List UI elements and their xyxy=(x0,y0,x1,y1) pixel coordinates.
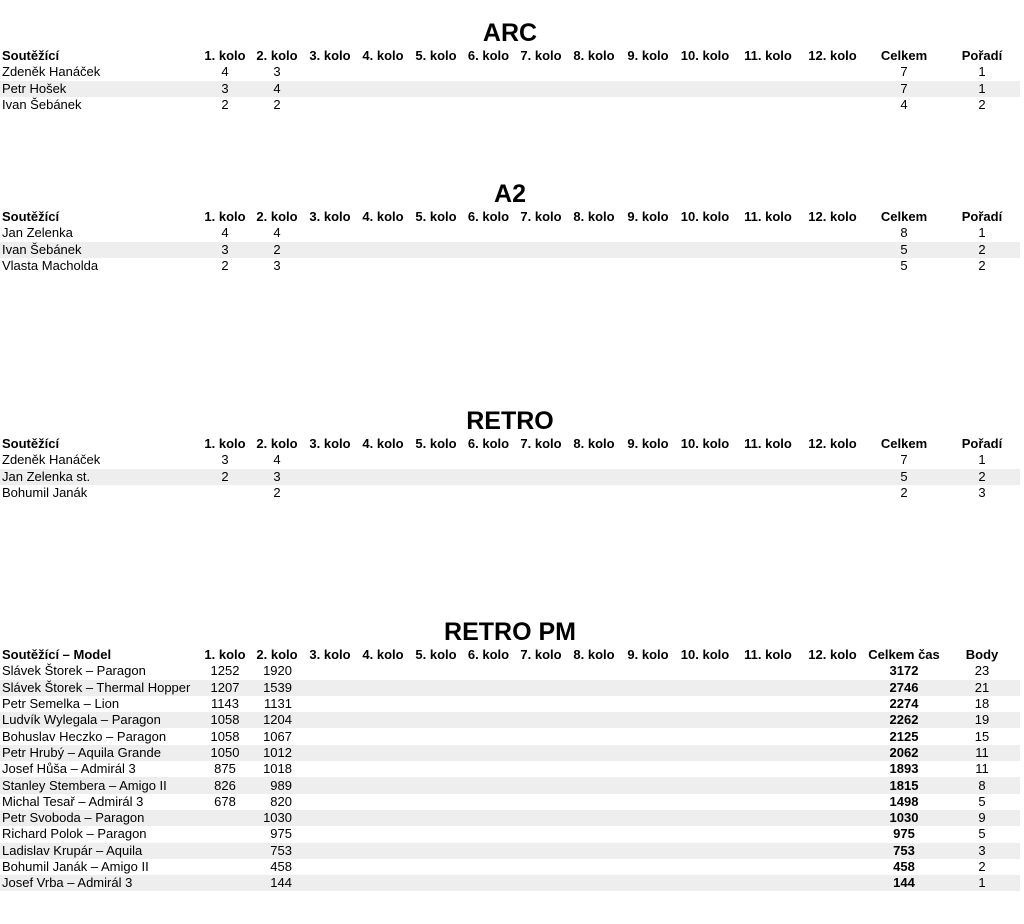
table-row xyxy=(0,843,1020,859)
total-cell: 2746 xyxy=(864,680,944,696)
header-cell: 12. kolo xyxy=(808,436,857,452)
table-row xyxy=(0,745,1020,761)
round-2-cell: 820 xyxy=(270,793,292,809)
header-cell: 8. kolo xyxy=(573,209,615,225)
total-cell: 7 xyxy=(900,64,908,80)
header-cell: 9. kolo xyxy=(627,436,669,452)
header-cell: 10. kolo xyxy=(680,48,730,64)
results-table xyxy=(0,209,1020,274)
competitor-name: Ivan Šebánek xyxy=(0,242,200,258)
header-cell: 3. kolo xyxy=(309,48,351,64)
round-2-cell: 1131 xyxy=(264,696,292,712)
competitor-name: Richard Polok – Paragon xyxy=(2,826,147,842)
header-cell: 7. kolo xyxy=(520,209,562,225)
header-cell: 7. kolo xyxy=(520,48,562,64)
points-cell: 18 xyxy=(974,696,990,712)
table-header-row xyxy=(0,209,1020,225)
points-cell: 21 xyxy=(944,680,1020,696)
header-cell: 8. kolo xyxy=(573,48,615,64)
table-row xyxy=(0,794,1020,810)
section-title: ARC xyxy=(482,19,538,47)
header-cell: Body xyxy=(965,647,999,663)
header-cell: 2. kolo xyxy=(256,209,298,225)
header-cell: Soutěžící xyxy=(2,436,60,452)
points-cell: 23 xyxy=(974,663,990,679)
table-row xyxy=(0,696,1020,712)
round-1-cell xyxy=(200,875,250,891)
table-row xyxy=(0,859,1020,875)
competitor-name: Michal Tesař – Admirál 3 xyxy=(2,793,144,809)
points-cell: 11 xyxy=(944,745,1020,761)
header-cell: 6. kolo xyxy=(467,436,510,452)
header-cell: 11. kolo xyxy=(744,647,792,663)
header-cell: 1. kolo xyxy=(204,436,246,452)
competitor-name: Bohuslav Heczko – Paragon xyxy=(2,728,167,744)
round-1-cell xyxy=(200,859,250,875)
round-1-cell: 1252 xyxy=(210,663,240,679)
rank-cell: 3 xyxy=(978,485,986,501)
competitor-name: Josef Vrba – Admirál 3 xyxy=(0,875,200,891)
rank-cell: 2 xyxy=(944,242,1020,258)
header-cell: Celkem čas xyxy=(868,647,940,663)
round-1-cell xyxy=(200,826,250,842)
round-1-cell: 3 xyxy=(221,452,229,468)
table-row xyxy=(0,469,1020,485)
table-row xyxy=(0,81,1020,97)
header-cell: Pořadí xyxy=(961,48,1003,64)
header-cell: 3. kolo xyxy=(309,647,351,663)
round-2-cell: 975 xyxy=(270,826,292,842)
round-2-cell: 753 xyxy=(250,843,304,859)
total-cell: 3172 xyxy=(889,663,919,679)
header-cell: 12. kolo xyxy=(808,209,857,225)
round-1-cell: 875 xyxy=(214,761,236,777)
section-arc xyxy=(0,18,1020,113)
competitor-name: Ludvík Wylegala – Paragon xyxy=(0,712,200,728)
round-2-cell: 4 xyxy=(273,452,281,468)
round-1-cell: 1143 xyxy=(211,696,239,712)
header-cell: 12. kolo xyxy=(808,48,857,64)
competitor-name: Bohumil Janák xyxy=(2,485,88,501)
total-cell: 753 xyxy=(864,843,944,859)
round-2-cell: 4 xyxy=(273,225,281,241)
round-2-cell: 3 xyxy=(273,258,281,274)
round-2-cell: 3 xyxy=(250,469,304,485)
round-1-cell: 1207 xyxy=(200,680,250,696)
table-row xyxy=(0,810,1020,826)
round-2-cell: 4 xyxy=(250,81,304,97)
results-table xyxy=(0,436,1020,501)
header-cell: 4. kolo xyxy=(362,436,404,452)
header-cell: 10. kolo xyxy=(680,209,730,225)
round-1-cell: 3 xyxy=(200,242,250,258)
round-2-cell: 989 xyxy=(250,777,304,793)
table-row xyxy=(0,826,1020,842)
header-cell: 10. kolo xyxy=(680,647,730,663)
table-header-row xyxy=(0,647,1020,663)
header-cell: 1. kolo xyxy=(204,48,246,64)
total-cell: 1815 xyxy=(864,777,944,793)
points-cell: 19 xyxy=(944,712,1020,728)
header-cell: 4. kolo xyxy=(362,48,404,64)
competitor-name: Zdeněk Hanáček xyxy=(2,64,101,80)
competitor-name: Slávek Štorek – Thermal Hopper xyxy=(0,680,200,696)
total-cell: 2262 xyxy=(864,712,944,728)
rank-cell: 2 xyxy=(944,469,1020,485)
header-cell: 4. kolo xyxy=(362,647,404,663)
section-retro-pm xyxy=(0,617,1020,891)
rank-cell: 1 xyxy=(978,64,986,80)
total-cell: 2125 xyxy=(889,728,919,744)
points-cell: 1 xyxy=(944,875,1020,891)
header-cell: Pořadí xyxy=(961,436,1003,452)
points-cell: 9 xyxy=(944,810,1020,826)
points-cell: 5 xyxy=(978,793,986,809)
points-cell: 5 xyxy=(978,826,986,842)
header-cell: 3. kolo xyxy=(309,436,351,452)
table-row xyxy=(0,761,1020,777)
competitor-name: Josef Hůša – Admirál 3 xyxy=(2,761,136,777)
table-row xyxy=(0,680,1020,696)
round-2-cell: 458 xyxy=(270,859,292,874)
round-1-cell: 4 xyxy=(221,225,229,241)
competitor-name: Bohumil Janák – Amigo II xyxy=(2,859,149,874)
header-cell: Celkem xyxy=(880,48,928,64)
round-1-cell: 4 xyxy=(221,64,229,80)
round-1-cell: 1058 xyxy=(210,728,240,744)
section-a2 xyxy=(0,179,1020,274)
header-cell: 9. kolo xyxy=(627,209,669,225)
competitor-name: Petr Hrubý – Aquila Grande xyxy=(0,745,200,761)
table-header-row xyxy=(0,48,1020,64)
header-cell: 11. kolo xyxy=(744,436,792,452)
round-1-cell: 1058 xyxy=(200,712,250,728)
total-cell: 7 xyxy=(900,452,908,468)
header-cell: 9. kolo xyxy=(627,48,669,64)
round-2-cell: 2 xyxy=(273,97,281,113)
header-cell: 12. kolo xyxy=(808,647,857,663)
competitor-name: Petr Semelka – Lion xyxy=(2,696,120,712)
rank-cell: 1 xyxy=(978,452,986,468)
round-1-cell: 2 xyxy=(221,258,229,274)
section-title: A2 xyxy=(494,180,526,208)
table-row xyxy=(0,875,1020,891)
header-cell: 9. kolo xyxy=(627,647,669,663)
round-1-cell: 3 xyxy=(200,81,250,97)
competitor-name: Zdeněk Hanáček xyxy=(2,452,101,468)
table-row xyxy=(0,712,1020,728)
header-cell: 6. kolo xyxy=(467,647,510,663)
round-2-cell: 3 xyxy=(273,64,281,80)
section-title: RETRO PM xyxy=(444,618,576,646)
total-cell: 5 xyxy=(864,242,944,258)
rank-cell: 1 xyxy=(978,225,986,241)
round-2-cell: 2 xyxy=(250,242,304,258)
round-2-cell: 1018 xyxy=(263,761,292,777)
results-table xyxy=(0,647,1020,891)
header-cell: 2. kolo xyxy=(256,647,298,663)
header-cell: 1. kolo xyxy=(204,209,246,225)
total-cell: 8 xyxy=(900,225,908,241)
competitor-name: Jan Zelenka st. xyxy=(0,469,200,485)
header-cell: 5. kolo xyxy=(415,209,457,225)
competitor-name: Ivan Šebánek xyxy=(2,97,82,113)
section-title: RETRO xyxy=(466,407,554,435)
round-1-cell: 678 xyxy=(214,793,236,809)
total-cell: 1893 xyxy=(889,761,919,777)
round-1-cell: 826 xyxy=(200,777,250,793)
table-header-row xyxy=(0,436,1020,452)
round-1-cell xyxy=(200,843,250,859)
round-2-cell: 1030 xyxy=(250,810,304,826)
points-cell: 8 xyxy=(944,777,1020,793)
header-cell: 11. kolo xyxy=(744,48,792,64)
table-row xyxy=(0,64,1020,80)
competitor-name: Ladislav Krupár – Aquila xyxy=(0,843,200,859)
rank-cell: 1 xyxy=(944,81,1020,97)
header-cell: 5. kolo xyxy=(415,436,457,452)
total-cell: 1498 xyxy=(889,793,919,809)
header-cell: Soutěžící xyxy=(2,48,60,64)
header-cell: Celkem xyxy=(880,209,928,225)
header-cell: 8. kolo xyxy=(573,436,615,452)
total-cell: 1030 xyxy=(864,810,944,826)
total-cell: 2062 xyxy=(864,745,944,761)
round-1-cell: 2 xyxy=(221,97,229,113)
results-table xyxy=(0,48,1020,113)
competitor-name: Slávek Štorek – Paragon xyxy=(2,663,146,679)
table-row xyxy=(0,777,1020,793)
points-cell: 2 xyxy=(978,859,986,874)
table-row xyxy=(0,728,1020,744)
header-cell: 11. kolo xyxy=(744,209,792,225)
round-1-cell xyxy=(200,485,250,501)
competitor-name: Petr Svoboda – Paragon xyxy=(0,810,200,826)
round-2-cell: 1204 xyxy=(250,712,304,728)
competitor-name: Stanley Stembera – Amigo II xyxy=(0,777,200,793)
total-cell: 5 xyxy=(864,469,944,485)
header-cell: 2. kolo xyxy=(256,48,298,64)
header-cell: 5. kolo xyxy=(415,647,457,663)
round-2-cell: 1539 xyxy=(250,680,304,696)
header-cell: 8. kolo xyxy=(573,647,615,663)
header-cell: 6. kolo xyxy=(467,48,510,64)
round-1-cell xyxy=(200,810,250,826)
competitor-name: Jan Zelenka xyxy=(2,225,73,241)
table-row xyxy=(0,452,1020,468)
round-2-cell: 1067 xyxy=(263,728,292,744)
points-cell: 15 xyxy=(974,728,990,744)
header-cell: Soutěžící – Model xyxy=(2,647,112,663)
total-cell: 458 xyxy=(893,859,915,874)
rank-cell: 2 xyxy=(978,258,986,274)
round-1-cell: 1050 xyxy=(200,745,250,761)
total-cell: 4 xyxy=(900,97,908,113)
competitor-name: Petr Hošek xyxy=(0,81,200,97)
round-2-cell: 144 xyxy=(250,875,304,891)
total-cell: 7 xyxy=(864,81,944,97)
total-cell: 975 xyxy=(893,826,915,842)
table-row xyxy=(0,663,1020,679)
header-cell: 4. kolo xyxy=(362,209,404,225)
header-cell: 2. kolo xyxy=(256,436,298,452)
table-row xyxy=(0,258,1020,274)
round-2-cell: 2 xyxy=(273,485,281,501)
total-cell: 144 xyxy=(864,875,944,891)
header-cell: Pořadí xyxy=(961,209,1003,225)
section-retro xyxy=(0,406,1020,501)
header-cell: 3. kolo xyxy=(309,209,351,225)
header-cell: 7. kolo xyxy=(520,647,562,663)
table-row xyxy=(0,485,1020,501)
total-cell: 2274 xyxy=(889,696,919,712)
points-cell: 3 xyxy=(944,843,1020,859)
rank-cell: 2 xyxy=(978,97,986,113)
header-cell: 6. kolo xyxy=(467,209,510,225)
header-cell: 7. kolo xyxy=(520,436,562,452)
header-cell: 5. kolo xyxy=(415,48,457,64)
points-cell: 11 xyxy=(975,761,989,777)
table-row xyxy=(0,225,1020,241)
header-cell: 10. kolo xyxy=(680,436,730,452)
table-row xyxy=(0,97,1020,113)
total-cell: 2 xyxy=(900,485,908,501)
table-row xyxy=(0,242,1020,258)
total-cell: 5 xyxy=(900,258,908,274)
header-cell: Soutěžící xyxy=(2,209,60,225)
header-cell: Celkem xyxy=(880,436,928,452)
header-cell: 1. kolo xyxy=(204,647,246,663)
competitor-name: Vlasta Macholda xyxy=(2,258,99,274)
round-1-cell: 2 xyxy=(200,469,250,485)
round-2-cell: 1920 xyxy=(263,663,292,679)
round-2-cell: 1012 xyxy=(250,745,304,761)
